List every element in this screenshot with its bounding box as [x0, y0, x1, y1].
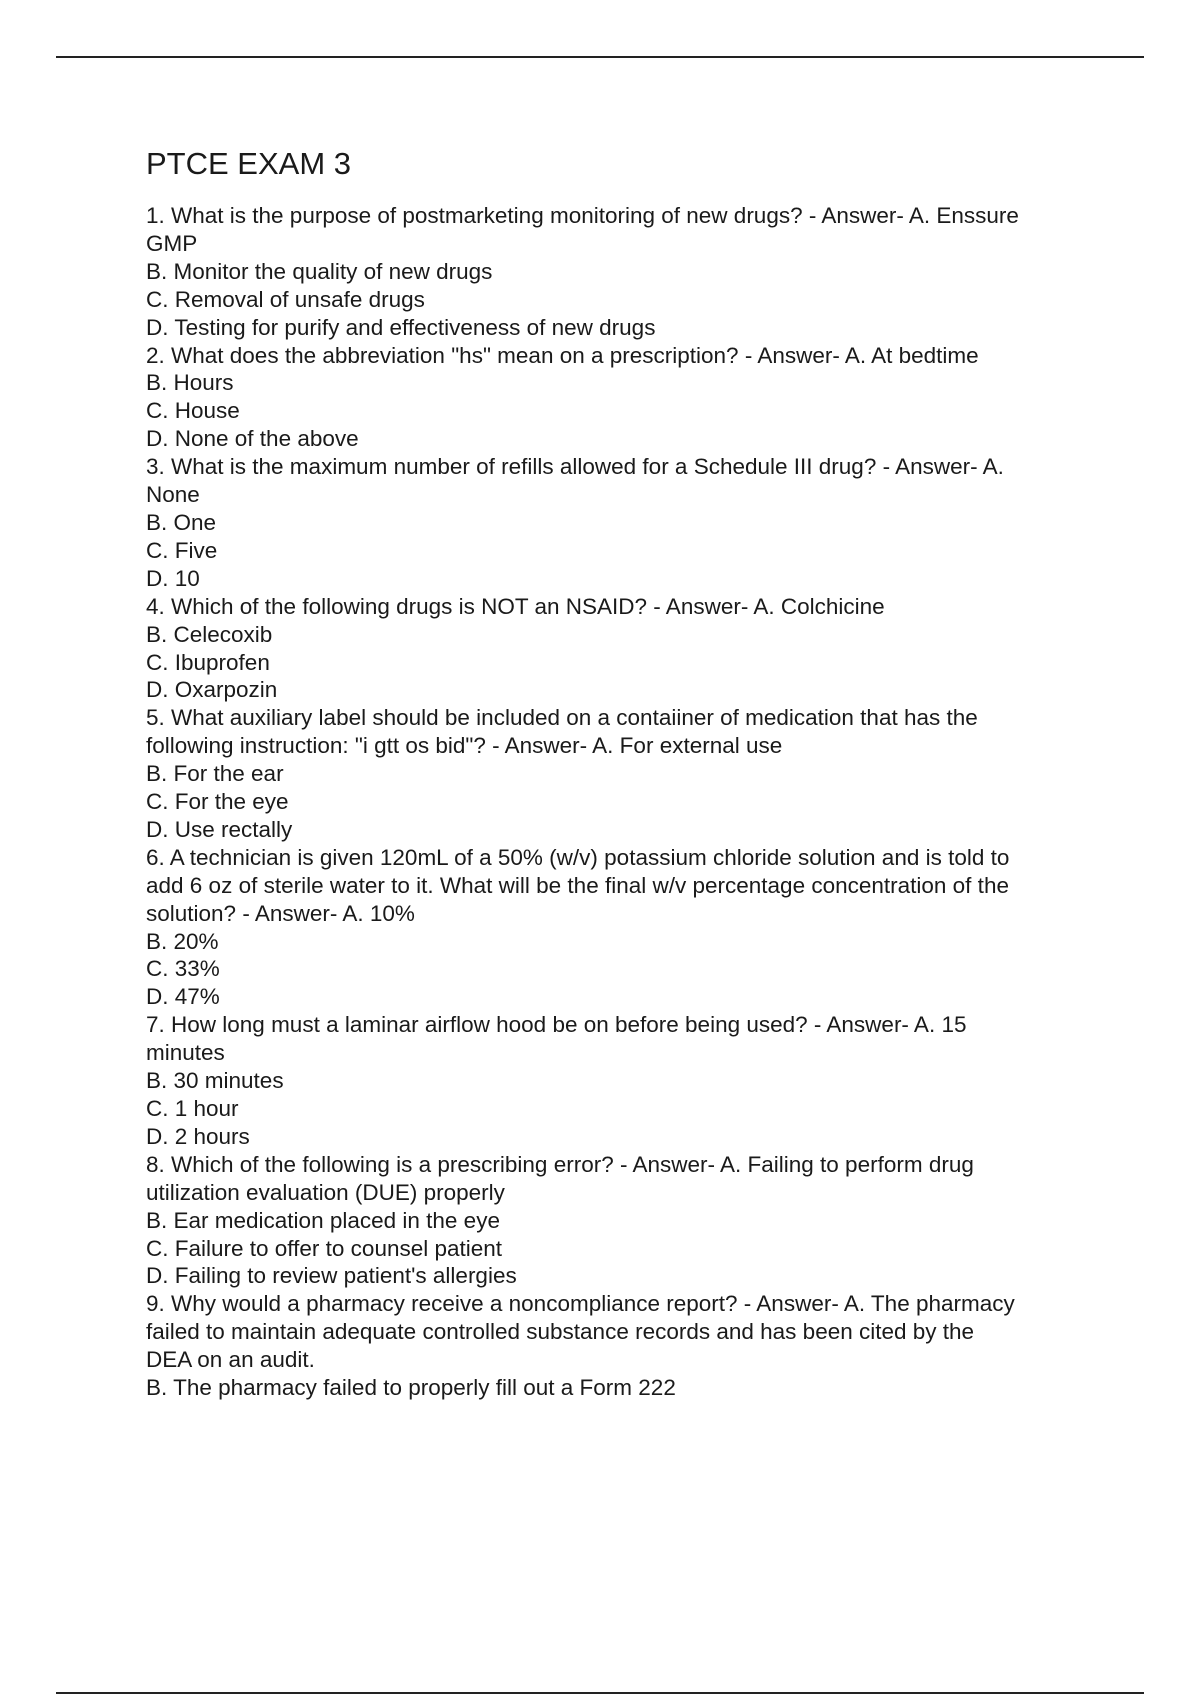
text-line: B. For the ear: [146, 761, 284, 787]
text-line: None: [146, 482, 200, 508]
text-line: C. Removal of unsafe drugs: [146, 286, 425, 312]
text-line: 4. Which of the following drugs is NOT an NSAID? - Answer- A. Colchicine: [146, 593, 885, 619]
text-line: C. Failure to offer to counsel patient: [146, 1235, 503, 1261]
text-line: GMP: [146, 230, 198, 256]
document-page: [146, 144, 1106, 1402]
text-line: D. 47%: [146, 984, 220, 1010]
text-line: D. Testing for purify and effectiveness of new drugs: [146, 314, 656, 340]
text-line: D. Failing to review patient's allergies: [146, 1263, 517, 1289]
document-title: PTCE EXAM 3: [146, 146, 351, 181]
text-line: B. Celecoxib: [146, 621, 273, 647]
text-line: utilization evaluation (DUE) properly: [146, 1179, 505, 1205]
text-line: C. For the eye: [146, 789, 289, 815]
text-line: 2. What does the abbreviation "hs" mean on a prescription? - Answer- A. At bedtime: [146, 342, 979, 368]
text-line: 1. What is the purpose of postmarketing monitoring of new drugs? - Answer- A. Enssure: [146, 203, 1019, 228]
text-line: C. Five: [146, 537, 218, 563]
text-line: B. One: [146, 509, 217, 535]
text-line: B. Ear medication placed in the eye: [146, 1207, 500, 1233]
text-line: B. Hours: [146, 370, 234, 396]
question-list: [146, 202, 1106, 1402]
text-line: C. Ibuprofen: [146, 649, 270, 675]
text-line: B. 20%: [146, 928, 219, 954]
text-line: 6. A technician is given 120mL of a 50% (w/v) potassium chloride solution and is told to: [146, 844, 1010, 870]
text-line: 7. How long must a laminar airflow hood be on before being used? - Answer- A. 15: [146, 1012, 967, 1038]
text-line: 8. Which of the following is a prescribing error? - Answer- A. Failing to perform drug: [146, 1151, 974, 1177]
text-line: DEA on an audit.: [146, 1347, 315, 1373]
text-line: following instruction: "i gtt os bid"? - Answer- A. For external use: [146, 733, 783, 759]
text-line: D. 10: [146, 565, 200, 591]
bottom-rule: [56, 1692, 1144, 1694]
text-line: D. Use rectally: [146, 816, 293, 842]
text-line: solution? - Answer- A. 10%: [146, 900, 415, 926]
text-line: C. 1 hour: [146, 1096, 239, 1121]
text-line: C. House: [146, 398, 240, 424]
text-line: B. The pharmacy failed to properly fill out a Form 222: [146, 1375, 676, 1401]
text-line: failed to maintain adequate controlled substance records and has been cited by the: [146, 1319, 975, 1345]
text-line: 3. What is the maximum number of refills allowed for a Schedule III drug? - Answer- A.: [146, 454, 1004, 480]
text-line: add 6 oz of sterile water to it. What will be the final w/v percentage concentration of the: [146, 872, 1009, 898]
text-line: minutes: [146, 1040, 225, 1066]
text-line: D. None of the above: [146, 426, 359, 452]
text-line: 9. Why would a pharmacy receive a noncompliance report? - Answer- A. The pharmacy: [146, 1291, 1015, 1317]
text-line: 5. What auxiliary label should be included on a contaiiner of medication that has the: [146, 705, 978, 731]
text-line: C. 33%: [146, 956, 220, 982]
text-line: D. 2 hours: [146, 1123, 250, 1149]
text-line: B. Monitor the quality of new drugs: [146, 258, 493, 284]
text-line: B. 30 minutes: [146, 1068, 284, 1094]
top-rule: [56, 56, 1144, 58]
text-line: D. Oxarpozin: [146, 677, 278, 703]
